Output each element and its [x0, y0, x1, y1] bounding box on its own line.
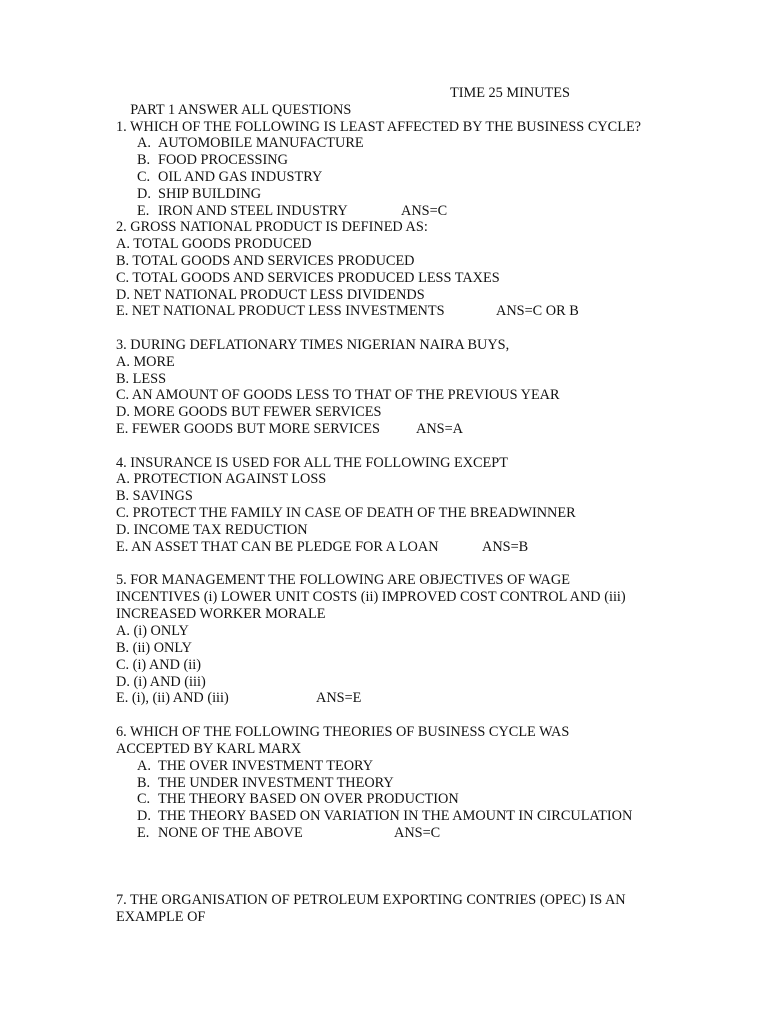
option-c: C. THE THEORY BASED ON OVER PRODUCTION [137, 791, 459, 808]
option-a: A. PROTECTION AGAINST LOSS [116, 471, 327, 488]
question-5 [116, 572, 676, 707]
question-stem: 5. FOR MANAGEMENT THE FOLLOWING ARE OBJECTIVES OF WAGE INCENTIVES (i) LOWER UNIT COSTS (ii) IMPROVED COST CONTROL AND (iii) INCREASED WORKER MORALE [116, 572, 626, 623]
option-d: D. NET NATIONAL PRODUCT LESS DIVIDENDS [116, 286, 425, 303]
question-6 [116, 724, 676, 842]
part-instruction: PART 1 ANSWER ALL QUESTIONS [130, 101, 352, 118]
option-e: E. IRON AND STEEL INDUSTRY ANS=C [137, 202, 448, 219]
option-c: C. AN AMOUNT OF GOODS LESS TO THAT OF THE PREVIOUS YEAR [116, 387, 560, 404]
option-b: B. THE UNDER INVESTMENT THEORY [137, 774, 394, 791]
question-2 [116, 219, 676, 320]
answer-key: ANS=B [482, 538, 529, 555]
option-e: E. (i), (ii) AND (iii) [116, 690, 229, 707]
option-d: D. THE THEORY BASED ON VARIATION IN THE AMOUNT IN CIRCULATION [137, 808, 633, 825]
option-b: B. TOTAL GOODS AND SERVICES PRODUCED [116, 252, 415, 269]
answer-key: ANS=C [401, 202, 448, 219]
option-e: E. NONE OF THE ABOVE ANS=C [137, 825, 441, 842]
exam-sheet [116, 85, 676, 926]
option-c: C. (i) AND (ii) [116, 656, 201, 673]
time-limit: TIME 25 MINUTES [450, 85, 570, 101]
question-1 [116, 119, 676, 220]
option-b: B. (ii) ONLY [116, 639, 193, 656]
option-c: C. OIL AND GAS INDUSTRY [137, 168, 323, 185]
option-d: D. INCOME TAX REDUCTION [116, 521, 308, 538]
option-d: D. MORE GOODS BUT FEWER SERVICES [116, 404, 382, 421]
option-c: C. TOTAL GOODS AND SERVICES PRODUCED LESS TAXES [116, 269, 500, 286]
option-c: C. PROTECT THE FAMILY IN CASE OF DEATH OF THE BREADWINNER [116, 504, 576, 521]
question-4 [116, 455, 676, 556]
option-e: E. NET NATIONAL PRODUCT LESS INVESTMENTS [116, 303, 445, 320]
option-d: D. (i) AND (iii) [116, 673, 206, 690]
answer-key: ANS=A [416, 420, 463, 437]
option-b: B. LESS [116, 370, 167, 387]
answer-key: ANS=C OR B [496, 303, 579, 320]
option-a: A. MORE [116, 353, 175, 370]
option-a: A. TOTAL GOODS PRODUCED [116, 236, 312, 253]
question-stem: 2. GROSS NATIONAL PRODUCT IS DEFINED AS: [116, 219, 428, 236]
question-stem: 1. WHICH OF THE FOLLOWING IS LEAST AFFECTED BY THE BUSINESS CYCLE? [116, 118, 642, 135]
question-stem: 3. DURING DEFLATIONARY TIMES NIGERIAN NAIRA BUYS, [116, 336, 510, 353]
option-a: A. AUTOMOBILE MANUFACTURE [137, 135, 364, 152]
option-e: E. FEWER GOODS BUT MORE SERVICES [116, 420, 380, 437]
question-stem: 6. WHICH OF THE FOLLOWING THEORIES OF BUSINESS CYCLE WAS ACCEPTED BY KARL MARX [116, 723, 570, 757]
answer-key: ANS=C [394, 825, 441, 842]
option-e: E. AN ASSET THAT CAN BE PLEDGE FOR A LOAN [116, 538, 439, 555]
option-d: D. SHIP BUILDING [137, 185, 262, 202]
question-3 [116, 337, 676, 438]
option-b: B. FOOD PROCESSING [137, 152, 288, 169]
question-7 [116, 892, 676, 926]
exam-header [116, 85, 676, 118]
option-b: B. SAVINGS [116, 488, 193, 505]
option-a: A. THE OVER INVESTMENT TEORY [137, 757, 374, 774]
question-stem: 7. THE ORGANISATION OF PETROLEUM EXPORTING CONTRIES (OPEC) IS AN EXAMPLE OF [116, 891, 626, 925]
answer-key: ANS=E [316, 690, 362, 707]
option-a: A. (i) ONLY [116, 623, 189, 640]
question-stem: 4. INSURANCE IS USED FOR ALL THE FOLLOWING EXCEPT [116, 454, 508, 471]
